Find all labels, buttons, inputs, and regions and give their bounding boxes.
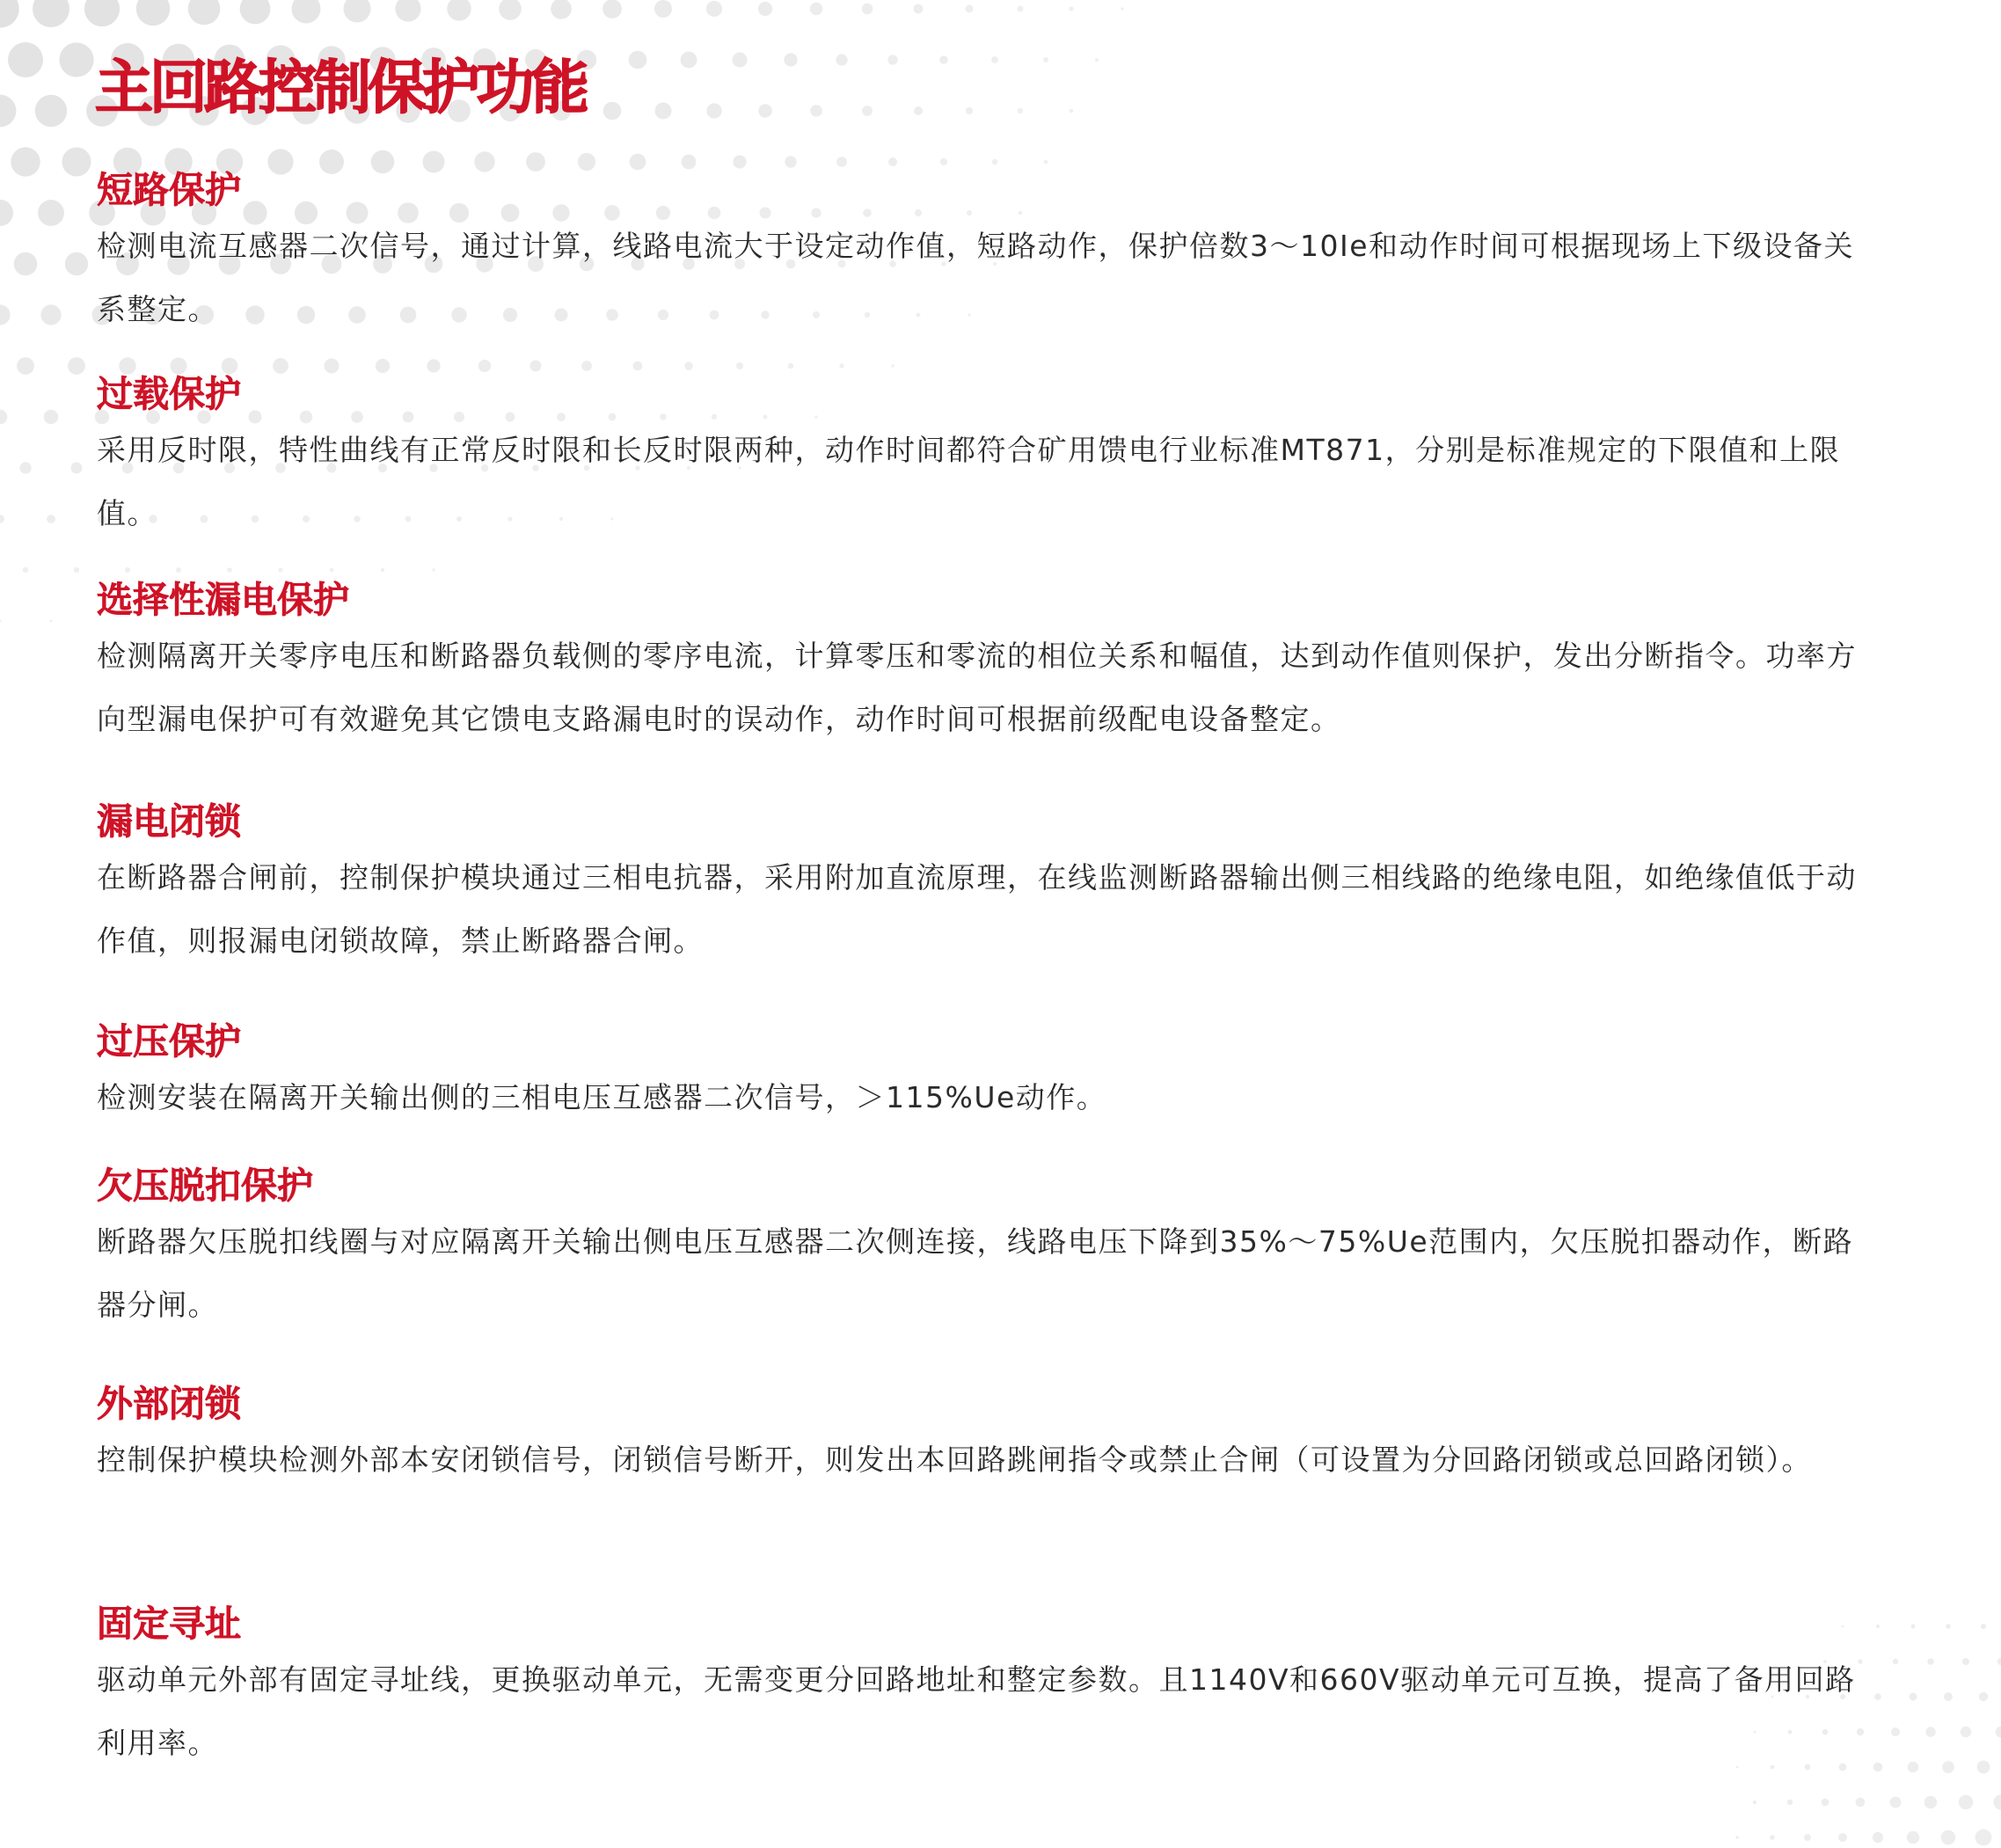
background-dot [603, 102, 622, 121]
background-dot [1043, 57, 1048, 62]
background-dot [1822, 1799, 1829, 1807]
background-dot [654, 0, 672, 18]
background-dot [0, 0, 19, 28]
background-dot [1095, 58, 1099, 62]
background-dot [862, 4, 873, 15]
background-dot [188, 0, 221, 25]
background-dot [432, 568, 435, 571]
background-dot [1942, 1761, 1954, 1773]
section-fixed-addressing [97, 1599, 1865, 1775]
background-dot [629, 51, 647, 69]
section-heading: 选择性漏电保护 [97, 579, 349, 621]
background-dot [891, 364, 895, 368]
background-dot [1911, 1625, 1916, 1629]
background-dot [1981, 1624, 1986, 1629]
background-dot [1044, 160, 1048, 164]
background-dot [1977, 1761, 1990, 1774]
background-dot [59, 42, 93, 77]
background-dot [810, 3, 822, 15]
section-body: 检测电流互感器二次信号，通过计算，线路电流大于设定动作值，短路动作，保护倍数3～10Ie和动作时间可根据现场上下级设备关系整定。 [97, 229, 1855, 326]
background-dot [1891, 1727, 1900, 1736]
section-heading: 固定寻址 [97, 1603, 241, 1645]
background-dot [1018, 108, 1023, 113]
background-dot [788, 363, 794, 369]
section-body: 在断路器合闸前，控制保护模块通过三相电抗器，采用附加直流原理，在线监测断路器输出侧三相线路的绝缘电阻，如绝缘值低于动作值，则报漏电闭锁故障，禁止断路器合闸。 [97, 860, 1857, 958]
background-dot [1946, 1624, 1951, 1629]
section-heading: 漏电闭锁 [97, 800, 241, 843]
background-dot [681, 52, 697, 69]
background-dot [1908, 1762, 1918, 1772]
section-leakage-lockout [97, 797, 1865, 973]
background-dot [1838, 1833, 1847, 1842]
background-dot [706, 1, 722, 17]
background-dot [38, 200, 64, 226]
background-dot [810, 105, 822, 117]
section-heading: 欠压脱扣保护 [97, 1165, 313, 1207]
background-dot [1961, 1727, 1971, 1737]
background-dot [240, 0, 271, 24]
background-dot [1944, 1692, 1953, 1701]
background-dot [136, 0, 170, 26]
section-body: 断路器欠压脱扣线圈与对应隔离开关输出侧电压互感器二次侧连接，线路电压下降到35%～75%Ue范围内，欠压脱扣器动作，断路器分闸。 [97, 1224, 1854, 1322]
background-dot [1959, 1795, 1973, 1809]
background-dot [125, 567, 130, 573]
page-title: 主回路控制保护功能 [95, 54, 586, 121]
background-dot [344, 0, 371, 23]
background-dot [0, 410, 7, 425]
background-dot [1121, 7, 1123, 10]
background-dot [655, 103, 672, 120]
background-dot [330, 568, 334, 573]
section-body: 驱动单元外部有固定寻址线，更换驱动单元，无需变更分回路地址和整定参数。且1140V和660V驱动单元可互换，提高了备用回路利用率。 [97, 1662, 1856, 1760]
background-dot [1979, 1692, 1988, 1701]
background-dot [65, 252, 88, 275]
background-dot [887, 55, 897, 64]
background-dot [499, 0, 522, 20]
background-dot [1874, 1693, 1881, 1700]
background-dot [1873, 1763, 1883, 1772]
section-body: 控制保护模块检测外部本安闭锁信号，闭锁信号断开，则发出本回路跳闸指令或禁止合闸（可设置为分回路闭锁或总回路闭锁）。 [97, 1443, 1812, 1477]
background-dot [1070, 109, 1074, 113]
background-dot [992, 159, 997, 164]
background-dot [736, 362, 743, 369]
background-dot [966, 107, 973, 114]
background-dot [1925, 1727, 1935, 1736]
background-dot [991, 56, 998, 63]
background-dot [602, 0, 622, 18]
section-short-circuit-protection [97, 165, 1865, 341]
background-dot [1910, 1693, 1917, 1701]
background-dot [0, 200, 13, 226]
background-dot [1962, 1658, 1969, 1665]
background-dot [758, 104, 771, 117]
section-overvoltage-protection [97, 1017, 1865, 1129]
background-dot [551, 0, 572, 19]
background-dot [227, 567, 232, 573]
section-heading: 外部闭锁 [97, 1383, 241, 1425]
background-dot [1975, 1830, 1992, 1846]
section-heading: 短路保护 [97, 169, 241, 211]
background-dot [1770, 1835, 1775, 1840]
background-dot [35, 95, 67, 127]
section-external-lockout [97, 1379, 1865, 1492]
background-dot [0, 304, 11, 325]
background-dot [1893, 1659, 1898, 1664]
background-dot [1996, 1727, 2001, 1738]
background-dot [1753, 1801, 1756, 1804]
section-body: 检测隔离开关零序电压和断路器负载侧的零序电流，计算零压和零流的相位关系和幅值，达到动作值则保护，发出分断指令。功率方向型漏电保护可有效避免其它馈电支路漏电时的误动作，动作时间可根据前级配电设备整定。 [97, 639, 1857, 736]
background-dot [11, 147, 40, 176]
background-dot [1907, 1831, 1919, 1844]
background-dot [758, 2, 772, 16]
background-dot [733, 53, 748, 68]
background-dot [381, 568, 384, 572]
background-dot [706, 103, 721, 118]
background-dot [914, 4, 924, 14]
background-dot [1927, 1658, 1933, 1664]
background-dot [1876, 1625, 1880, 1628]
background-dot [395, 0, 420, 22]
background-dot [1924, 1796, 1938, 1809]
background-dot [1735, 1836, 1738, 1838]
background-dot [914, 106, 923, 115]
section-heading: 过压保护 [97, 1020, 241, 1063]
background-dot [1993, 1794, 2001, 1809]
background-dot [68, 357, 85, 375]
background-dot [0, 515, 4, 523]
background-dot [940, 158, 947, 165]
background-dot [40, 304, 61, 325]
background-dot [292, 0, 321, 24]
background-dot [1804, 1834, 1811, 1841]
background-dot [278, 567, 282, 572]
background-dot [176, 567, 181, 573]
background-dot [1941, 1830, 1956, 1845]
section-selective-leakage-protection [97, 575, 1865, 751]
background-dot [62, 148, 91, 177]
background-dot [74, 567, 79, 573]
background-dot [1997, 1658, 2001, 1665]
background-dot [8, 42, 43, 77]
background-dot [1856, 1798, 1866, 1808]
background-dot [1890, 1797, 1902, 1808]
section-body: 采用反时限，特性曲线有正常反时限和长反时限两种，动作时间都符合矿用馈电行业标准MT871，分别是标准规定的下限值和上限值。 [97, 433, 1841, 530]
background-dot [966, 5, 974, 13]
background-dot [784, 53, 797, 66]
section-undervoltage-trip-protection [97, 1161, 1865, 1337]
background-dot [1069, 6, 1073, 11]
background-dot [1873, 1832, 1883, 1843]
background-dot [50, 620, 53, 623]
background-dot [47, 515, 55, 523]
background-dot [44, 410, 58, 424]
background-dot [447, 0, 471, 21]
background-dot [1018, 6, 1024, 12]
background-dot [71, 463, 83, 474]
background-dot [84, 0, 120, 26]
background-dot [1787, 1800, 1793, 1805]
background-dot [14, 252, 38, 276]
background-dot [0, 619, 2, 622]
section-body: 检测安装在隔离开关输出侧的三相电压互感器二次信号，＞115%Ue动作。 [97, 1080, 1107, 1114]
background-dot [939, 55, 948, 64]
background-dot [0, 95, 16, 128]
background-dot [839, 363, 843, 368]
section-overload-protection [97, 369, 1865, 545]
section-heading: 过载保护 [97, 373, 241, 415]
background-dot [836, 54, 847, 65]
background-dot [17, 357, 34, 375]
background-dot [862, 106, 873, 116]
background-dot [19, 462, 31, 473]
background-dot [33, 0, 69, 27]
background-dot [23, 567, 28, 573]
